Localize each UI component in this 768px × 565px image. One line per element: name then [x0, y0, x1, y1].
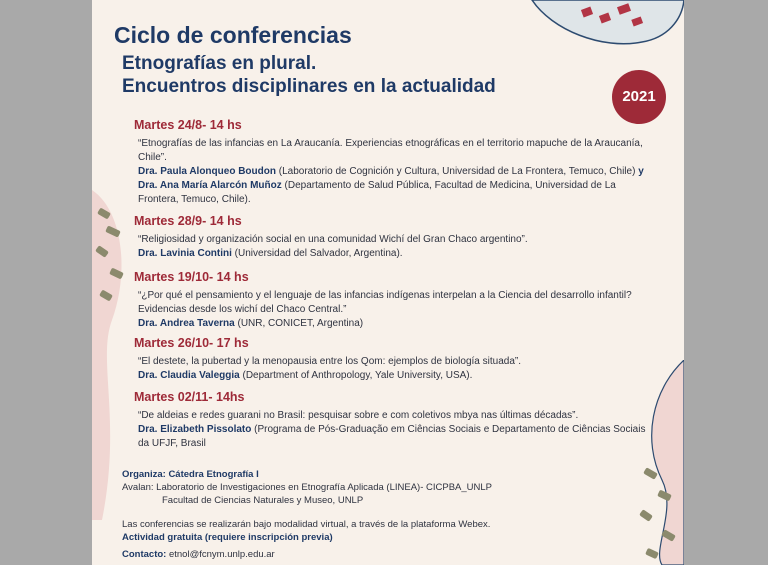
session-speakers	[138, 247, 658, 261]
session-date: Martes 28/9- 14 hs	[134, 214, 242, 228]
speaker-affiliation: (Departamento de Salud Pública, Facultad de Medicina, Universidad de La Frontera, Temuco, Chile).	[138, 180, 616, 205]
session-5	[134, 390, 658, 451]
free-activity-text: Actividad gratuita (requiere inscripción previa)	[122, 532, 333, 543]
speaker-affiliation: (Universidad del Salvador, Argentina).	[231, 248, 403, 259]
contact-label: Contacto:	[122, 549, 167, 560]
endorsers-line-2: Facultad de Ciencias Naturales y Museo, UNLP	[162, 495, 364, 506]
endorsers-line-1: Avalan: Laboratorio de Investigaciones en Etnografía Aplicada (LINEA)- CICPBA_UNLP	[122, 482, 493, 493]
session-1	[134, 118, 658, 207]
speaker-affiliation: (Department of Anthropology, Yale University, USA).	[239, 370, 473, 381]
session-description: “Etnografías de las infancias en La Araucanía. Experiencias etnográficas en el territorio mapuche de la Araucanía, Chile”.	[138, 138, 643, 163]
session-date: Martes 24/8- 14 hs	[134, 118, 242, 132]
top-right-blob-decoration	[512, 0, 684, 60]
contact-email-link[interactable]: etnol@fcnym.unlp.edu.ar	[166, 549, 275, 560]
subtitle-line-1: Etnografías en plural.	[122, 53, 317, 74]
subtitle-line-2: Encuentros disciplinares en la actualidad	[122, 76, 496, 97]
session-4	[134, 336, 658, 383]
session-2	[134, 214, 658, 261]
speaker-name: Dra. Andrea Taverna	[138, 318, 235, 329]
year-badge: 2021	[612, 70, 666, 124]
organizer-text: Organiza: Cátedra Etnografía I	[122, 469, 259, 480]
speaker-name: Dra. Paula Alonqueo Boudon	[138, 166, 276, 177]
organizer-block	[122, 468, 492, 507]
session-description: “De aldeias e redes guarani no Brasil: pesquisar sobre e com coletivos mbya nas últimas décadas”.	[138, 410, 579, 421]
session-speakers	[138, 423, 658, 451]
session-speakers	[138, 369, 658, 383]
page-subtitle	[122, 52, 642, 98]
session-3	[134, 270, 658, 331]
speaker-name: Dra. Ana María Alarcón Muñoz	[138, 180, 282, 191]
speaker-affiliation: (Programa de Pós-Graduação em Ciências Sociais e Departamento de Ciências Sociais da UFJF, Brasil	[138, 424, 646, 449]
session-speakers	[138, 165, 658, 207]
poster	[92, 0, 684, 565]
modality-text: Las conferencias se realizarán bajo modalidad virtual, a través de la plataforma Webex.	[122, 519, 491, 530]
session-date: Martes 02/11- 14hs	[134, 390, 245, 404]
speaker-connector: y	[635, 166, 644, 177]
footer-info	[122, 518, 490, 561]
session-speakers	[138, 317, 658, 331]
page-title: Ciclo de conferencias	[114, 22, 352, 48]
speaker-name: Dra. Elizabeth Pissolato	[138, 424, 252, 435]
speaker-name: Dra. Lavinia Contini	[138, 248, 232, 259]
speaker-affiliation: (Laboratorio de Cognición y Cultura, Universidad de La Frontera, Temuco, Chile)	[275, 166, 636, 177]
session-description: “Religiosidad y organización social en una comunidad Wichí del Gran Chaco argentino”.	[138, 234, 528, 245]
session-description: “¿Por qué el pensamiento y el lenguaje de las infancias indígenas interpelan a la Ciencia del desarrollo infantil? Evidencias desde los wichí del Chaco Central.”	[138, 290, 632, 315]
speaker-name: Dra. Claudia Valeggia	[138, 370, 240, 381]
session-date: Martes 26/10- 17 hs	[134, 336, 249, 350]
session-description: “El destete, la pubertad y la menopausia entre los Qom: ejemplos de biología situada”.	[138, 356, 521, 367]
speaker-affiliation: (UNR, CONICET, Argentina)	[234, 318, 364, 329]
session-date: Martes 19/10- 14 hs	[134, 270, 249, 284]
